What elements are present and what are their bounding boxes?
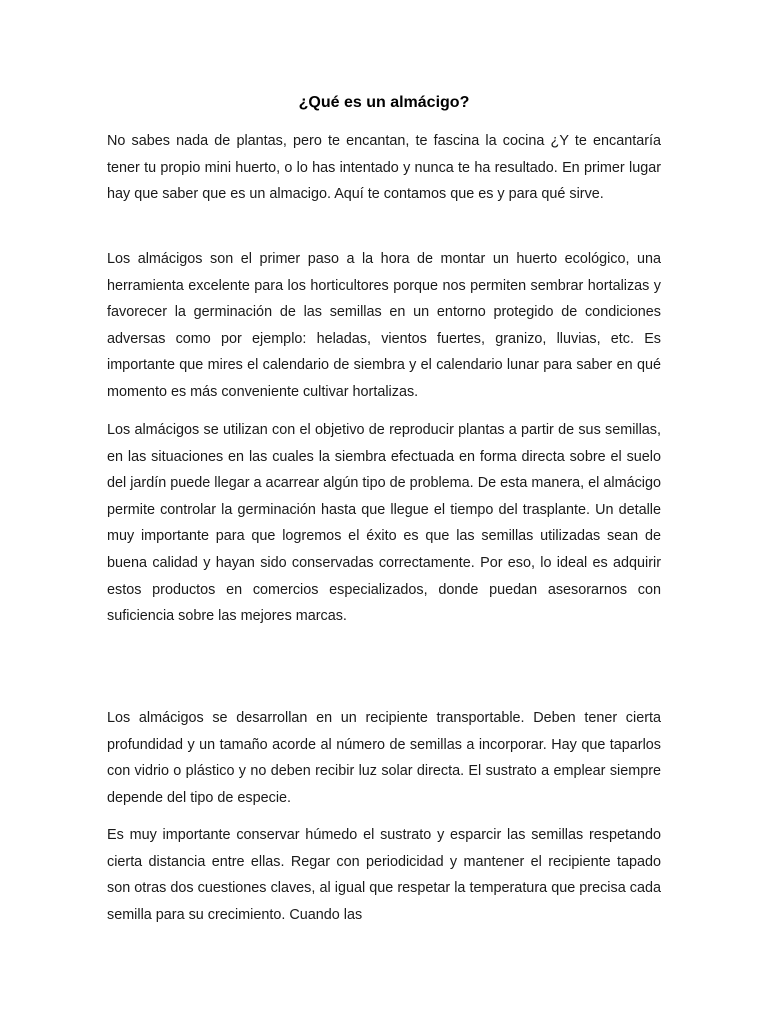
paragraph-intro: No sabes nada de plantas, pero te encantan, te fascina la cocina ¿Y te encantaría tener tu propio mini huerto, o lo has intentado y nunca te ha resultado. En primer lugar hay que saber que es un almacigo. Aquí te contamos que es y para qué sirve.: [107, 133, 661, 203]
paragraph-care: Es muy importante conservar húmedo el sustrato y esparcir las semillas respetando cierta distancia entre ellas. Regar con periodicidad y mantener el recipiente tapado son otras dos cuestiones claves, al igual que respetar la temperatura que precisa cada semilla para su crecimiento. Cuando las: [107, 827, 661, 923]
paragraph-container: Los almácigos se desarrollan en un recipiente transportable. Deben tener cierta profundidad y un tamaño acorde al número de semillas a incorporar. Hay que taparlos con vidrio o plástico y no deben recibir luz solar directa. El sustrato a emplear siempre depende del tipo de especie.: [107, 710, 661, 806]
document-title: ¿Qué es un almácigo?: [298, 94, 470, 111]
paragraph-purpose: Los almácigos se utilizan con el objetivo de reproducir plantas a partir de sus semillas, en las situaciones en las cuales la siembra efectuada en forma directa sobre el suelo del jardín puede llegar a acarrear algún tipo de problema. De esta manera, el almácigo permite controlar la germinación hasta que llegue el tiempo del trasplante. Un detalle muy importante para que logremos el éxito es que las semillas utilizadas sean de buena calidad y hayan sido conservadas correctamente. Por eso, lo ideal es adquirir estos productos en comercios especializados, donde puedan asesorarnos con suficiencia sobre las mejores marcas.: [107, 422, 661, 625]
paragraph-definition: Los almácigos son el primer paso a la hora de montar un huerto ecológico, una herramienta excelente para los horticultores porque nos permiten sembrar hortalizas y favorecer la germinación de las semillas en un entorno protegido de condiciones adversas como por ejemplo: heladas, vientos fuertes, granizo, lluvias, etc. Es importante que mires el calendario de siembra y el calendario lunar para saber en qué momento es más conveniente cultivar hortalizas.: [107, 251, 661, 400]
